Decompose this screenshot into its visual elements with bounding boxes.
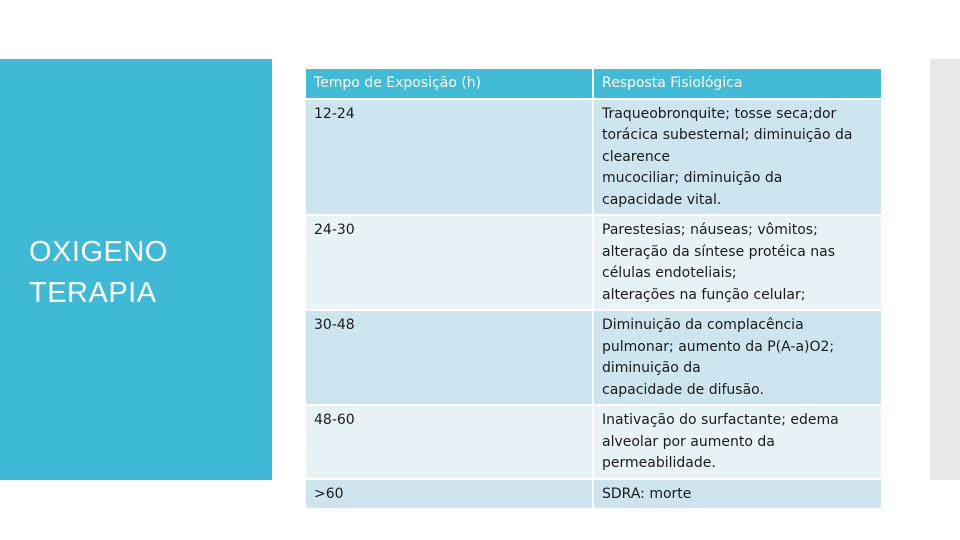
table-header-row	[305, 68, 882, 99]
response-line: Traqueobronquite; tosse seca;dor	[602, 105, 837, 122]
response-cell	[593, 99, 882, 216]
table-row	[305, 479, 882, 510]
table-row	[305, 310, 882, 405]
table-row	[305, 215, 882, 310]
response-line: mucociliar; diminuição da	[602, 170, 783, 186]
slide-title-line-1: OXIGENO	[29, 236, 168, 268]
exposure-time-cell: 24-30	[305, 215, 593, 310]
exposure-time-cell: 12-24	[305, 99, 593, 216]
response-cell	[593, 405, 882, 479]
response-line: pulmonar; aumento da P(A-a)O2;	[602, 338, 835, 355]
response-line: capacidade de difusão.	[602, 381, 764, 398]
response-line: SDRA: morte	[602, 485, 692, 502]
response-line: torácica subesternal; diminuição da	[602, 127, 853, 143]
exposure-time-cell: >60	[305, 479, 593, 510]
table-row	[305, 99, 882, 216]
response-line: capacidade vital.	[602, 191, 722, 208]
response-line: Diminuição da complacência	[602, 317, 804, 333]
response-cell	[593, 215, 882, 310]
response-line: permeabilidade.	[602, 455, 716, 471]
response-cell	[593, 310, 882, 405]
exposure-time-cell: 48-60	[305, 405, 593, 479]
slide-title	[29, 232, 168, 314]
slide-title-line-2: TERAPIA	[29, 277, 157, 309]
response-line: alveolar por aumento da	[602, 433, 775, 450]
side-scrollbar	[930, 59, 960, 480]
response-cell	[593, 479, 882, 510]
response-line: diminuição da	[602, 360, 701, 376]
table-row	[305, 405, 882, 479]
exposure-time-cell: 30-48	[305, 310, 593, 405]
response-line: Parestesias; náuseas; vômitos;	[602, 222, 818, 238]
response-line: clearence	[602, 148, 671, 165]
response-line: Inativação do surfactante; edema	[602, 412, 839, 428]
response-line: alteração da síntese protéica nas	[602, 243, 835, 260]
exposure-table	[304, 67, 883, 510]
header-exposure-time: Tempo de Exposição (h)	[305, 68, 593, 99]
header-physiological-response: Resposta Fisiológica	[593, 68, 882, 99]
response-line: células endoteliais;	[602, 265, 737, 281]
exposure-table-container	[304, 67, 881, 510]
response-line: alterações na função celular;	[602, 286, 806, 303]
